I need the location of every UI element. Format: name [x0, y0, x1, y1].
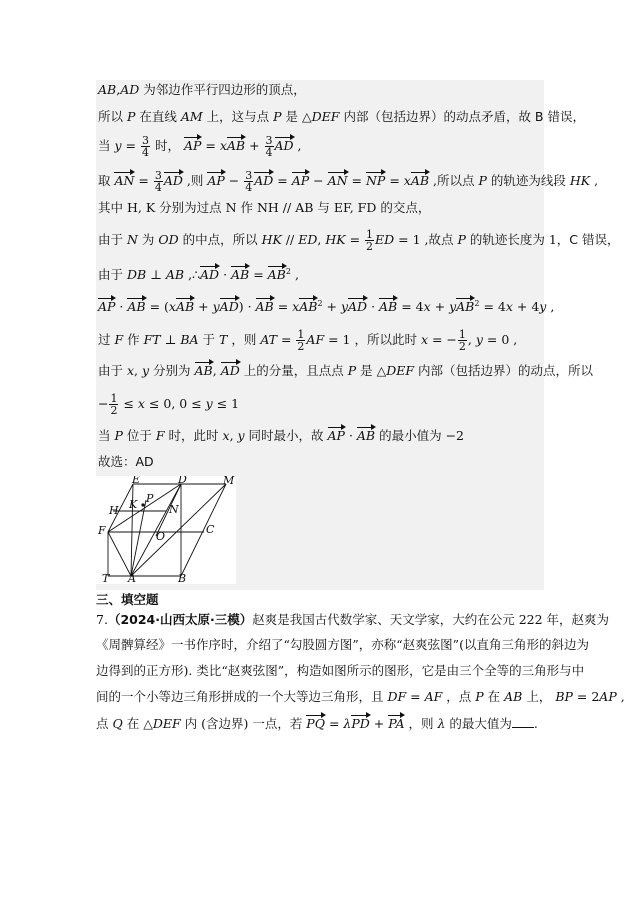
solution-line-11: − $\frac{1}{2}$ ≤ x ≤ 0, 0 ≤ y ≤ 1: [98, 392, 240, 417]
solution-line-8: AP · AB = (xAB + yAD) · AB = xAB$^2$ + yAD · AB = 4x + yAB$^2$ = 4x + 4y ,: [98, 299, 555, 315]
question-line-1: 7.（2024·山西太原·三模）赵爽是我国古代数学家、天文学家，大约在公元 222 年，赵爽为: [96, 612, 610, 627]
question-line-3: 边得到的正方形). 类比“赵爽弦图”，构造如图所示的图形，它是由三个全等的三角形与中: [96, 663, 585, 678]
label-t: T: [102, 572, 110, 584]
label-c: C: [206, 523, 215, 536]
solution-line-5: 其中 H, K 分别为过点 N 作 NH // AB 与 EF, FD 的交点，: [98, 200, 431, 215]
label-e: E: [132, 476, 141, 486]
label-p: P: [146, 492, 154, 505]
question-line-5: 点 Q 在 △DEF 内 (含边界) 一点，若 PQ = λPD + PA ，则 λ 的最大值为 .: [96, 716, 538, 731]
solution-line-1: AB,AD 为邻边作平行四边形的顶点，: [98, 82, 306, 97]
solution-line-6: 由于 N 为 OD 的中点，所以 HK // ED, HK = $\frac{1}{2}$ ED = 1 ,故点 P 的轨迹长度为 1，C 错误，: [98, 228, 620, 253]
label-d: D: [178, 476, 187, 486]
question-line-4: 间的一个小等边三角形拼成的一个大等边三角形，且 DF = AF ，点 P 在 AB 上， BP = 2AP ,: [96, 689, 625, 704]
geometry-figure: [96, 476, 236, 584]
label-k: K: [129, 498, 138, 511]
solution-line-2: 所以 P 在直线 AM 上，这与点 P 是 △DEF 内部（包括边界）的动点矛盾，故 B 错误，: [98, 109, 585, 124]
answer-blank[interactable]: [512, 717, 534, 728]
label-f: F: [98, 524, 106, 537]
label-n: N: [169, 503, 179, 516]
solution-line-4: 取 AN = $\frac{3}{4}$ AD ,则 AP − $\frac{3}{4}$ AD = AP − AN = NP = xAB ,所以点 P 的轨迹为线段 HK ,: [98, 169, 599, 194]
point-p: [141, 503, 144, 506]
solution-line-10: 由于 x, y 分别为 AB, AD 上的分量，且点点 P 是 △DEF 内部（包括边界）的动点，所以: [98, 363, 594, 378]
solution-line-7: 由于 DB ⊥ AB ,∴AD · AB = $AB^2$ ,: [98, 267, 299, 283]
solution-line-12: 当 P 位于 F 时，此时 x, y 同时最小，故 AP · AB 的最小值为 −2: [98, 428, 464, 443]
answer-line: 故选：AD: [98, 454, 154, 469]
label-a: A: [128, 572, 136, 584]
label-o: O: [156, 530, 166, 543]
question-line-2: 《周髀算经》一书作序时，介绍了“勾股圆方图”，亦称“赵爽弦图”(以直角三角形的斜边为: [96, 637, 589, 652]
label-h: H: [109, 504, 119, 517]
solution-line-9: 过 F 作 FT ⊥ BA 于 T ，则 AT = $\frac{1}{2}$ AF = 1 ，所以此时 x = − $\frac{1}{2}$ , y = 0 ,: [98, 328, 518, 353]
geometry-diagram: [96, 476, 236, 584]
solution-line-3: 当 y = $\frac{3}{4}$ 时， AP = xAB + $\frac{3}{4}$ AD ,: [98, 134, 302, 159]
label-m: M: [223, 476, 235, 487]
section-title: 三、填空题: [96, 592, 159, 607]
label-b: B: [178, 572, 187, 584]
